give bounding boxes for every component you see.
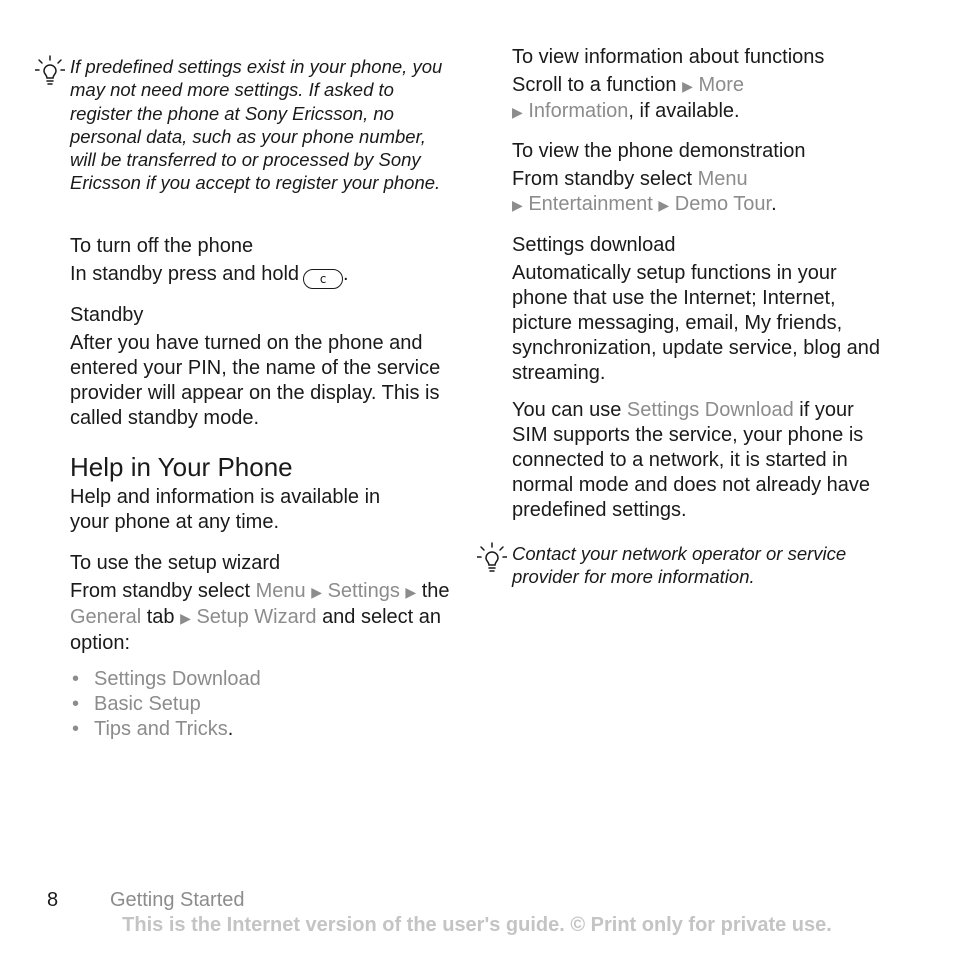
tip-note: If predefined settings exist in your phone, you may not need more settings. If asked to register the phone at Sony Ericsson, no personal data, such as your phone number, will be transferred to or processed by Sony Ericsson if you accept to register your phone. [70, 56, 443, 194]
download-text: Automatically setup functions in your phone that use the Internet; Internet, picture messaging, email, My friends, synchronization, update service, blog and streaming. [512, 262, 881, 384]
more-term: More [698, 74, 745, 96]
arrow-icon: ▶ [512, 197, 523, 213]
setup-heading: To use the setup wizard [70, 552, 281, 574]
turn-off-text: In standby press and hold c . [70, 262, 450, 289]
turn-off-heading: To turn off the phone [70, 235, 254, 257]
functions-heading: To view information about functions [512, 46, 825, 68]
c-key-icon: c [303, 269, 343, 289]
tip-note: Contact your network operator or service provider for more information. [512, 543, 847, 588]
functions-text: Scroll to a function ▶ More ▶ Information, if available. [512, 74, 745, 122]
lightbulb-icon [35, 55, 65, 87]
settings-term: Settings [327, 580, 400, 602]
help-heading: Help in Your Phone [70, 452, 293, 482]
arrow-icon: ▶ [180, 610, 191, 626]
setup-options-list [70, 667, 261, 742]
help-text: Help and information is available in your phone at any time. [70, 486, 381, 533]
arrow-icon: ▶ [512, 104, 523, 120]
information-term: Information [528, 100, 629, 122]
setup-wizard-term: Setup Wizard [196, 606, 317, 628]
settings-download-term: Settings Download [626, 399, 794, 421]
standby-text: After you have turned on the phone and entered your PIN, the name of the service provider will appear on the display. This is called standby mode. [70, 332, 441, 429]
list-item: • Tips and Tricks. [72, 718, 234, 740]
menu-term: Menu [255, 580, 306, 602]
demo-text: From standby select Menu ▶ Entertainment ▶ Demo Tour. [512, 168, 777, 215]
arrow-icon: ▶ [311, 584, 323, 600]
download-heading: Settings download [512, 234, 676, 256]
download-text-2: You can use Settings Download if your SIM supports the service, your phone is connected to a network, it is started in normal mode and does not already have predefined settings. [512, 399, 871, 521]
arrow-icon: ▶ [658, 197, 670, 213]
section-title: Getting Started [110, 889, 245, 911]
page-number: 8 [47, 889, 59, 911]
entertainment-term: Entertainment [528, 193, 653, 215]
arrow-icon: ▶ [682, 78, 693, 94]
general-term: General [70, 606, 142, 628]
list-item: • Basic Setup [72, 693, 201, 715]
setup-text: From standby select Menu ▶ Settings ▶ the General tab ▶ Setup Wizard and select an option: [70, 580, 450, 654]
demo-heading: To view the phone demonstration [512, 140, 806, 162]
copyright-notice: This is the Internet version of the user's guide. © Print only for private use. [122, 914, 832, 936]
list-item: • Settings Download [72, 668, 261, 690]
standby-heading: Standby [70, 304, 144, 326]
menu-term: Menu [697, 168, 748, 190]
demo-tour-term: Demo Tour [674, 193, 772, 215]
arrow-icon: ▶ [405, 584, 417, 600]
lightbulb-icon [477, 542, 507, 574]
